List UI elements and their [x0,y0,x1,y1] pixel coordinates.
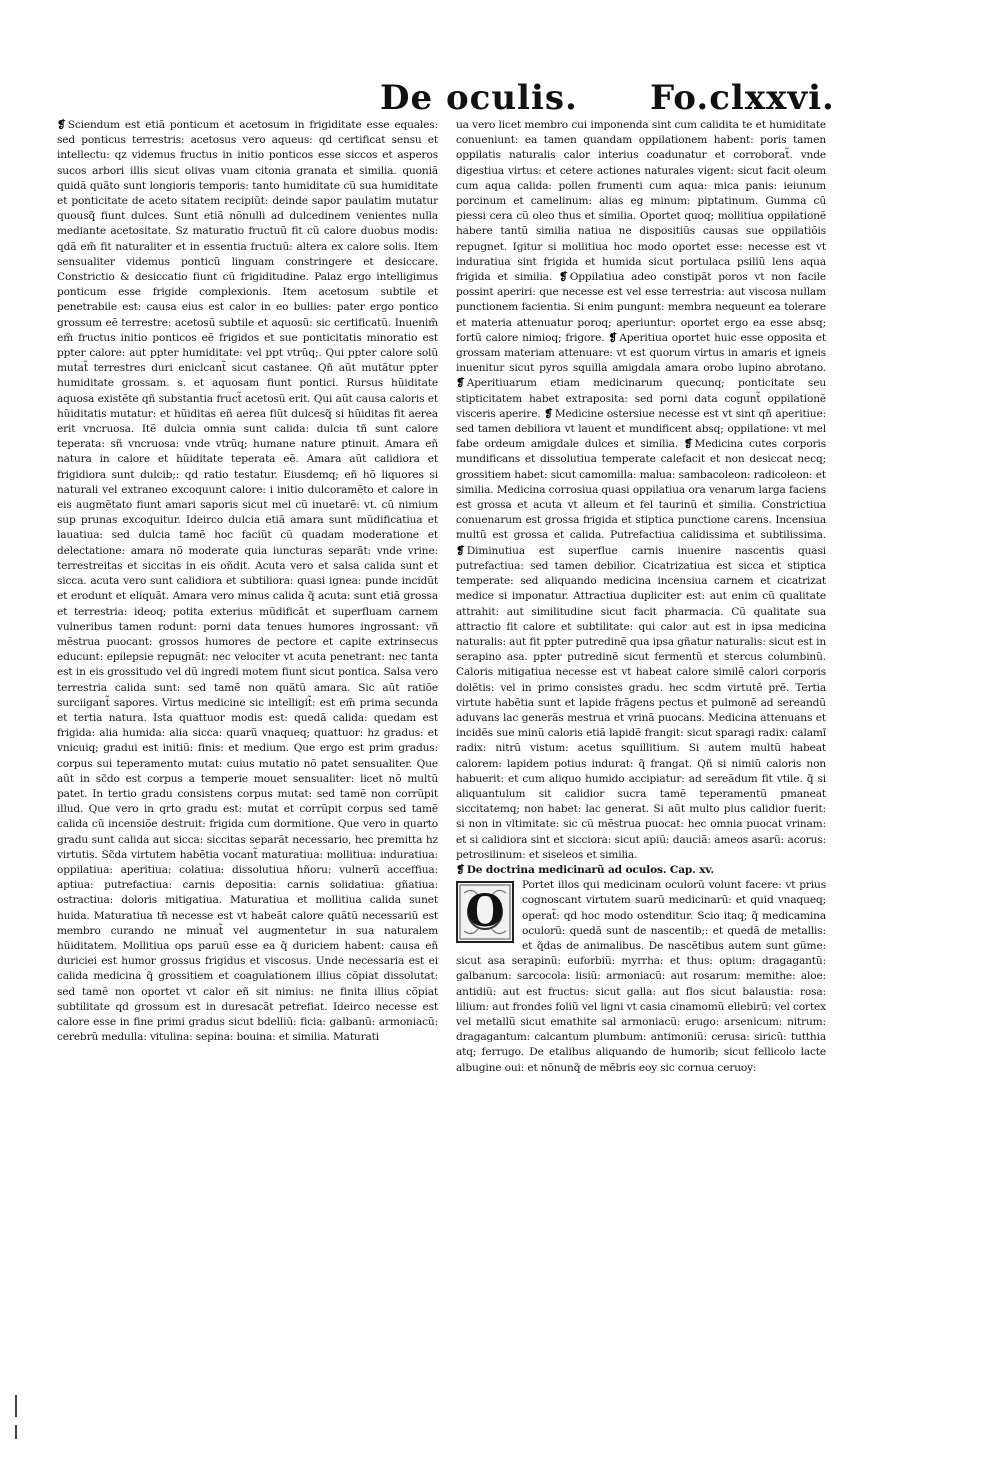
margin-ink-mark [15,1425,17,1439]
paragraph: ❡ Sciendum est etiã ponticum et acetosum in frigiditate esse equales: sed ponticus terrestris: acetosus vero aqueus: qd certificat sensu et intellectu: qz videmus fructus in initio ponticos esse siccos et asperos sucos arbori illis sicut olivas vuam citonia granata et similia. quoniã quidã quãto sunt longioris temporis: tanto humiditate cũ sua humiditate et ponticitate de aceto sitatem recipiũt: deinde sapor paulatim mutatur quousq̃ fiunt dulces. Sunt etiã nõnulli ad dulcedinem venientes nulla mediante acetositate. Sz maturatio fructuũ fit cũ calore duobus modis: qdã em̃ fit naturaliter et in essentia fructuũ: altera ex calore solis. Item sensualiter videmus ponticũ linguam constringere et desiccare. Constrictio & desiccatio fiunt cũ frigiditudine. Palaz ergo intelligimus ponticum esse frigide complexionis. Item acetosum subtile et penetrabile est: causa eius est calor in eo bullies: pater ergo pontico grossum eẽ terrestre: acetosũ subtile et aquosũ: sic certificatũ. Inuenim̃ em̃ fructus initio ponticos eẽ frigidos et sue ponticitatis minoratio est ppter calore: aut ppter humiditate: vel ppt vtrũq;. Qui ppter calore solũ mutat̃ terrestres duri eniclcant̃ sicut castanee. Qñ aũt mutãtur ppter humiditate grossam. s. et aquosam fiunt pontici. Rursus hũiditate aquosa existẽte qñ substantia fruct̃ acetosũ erit. Qui aũt causa caloris et hũiditatis mutatur: et hũiditas eñ aerea fiũt dulcesq̃ si hũiditas fit aerea erit vncruosa. Itẽ dulcia omnia sunt calida: dulcia tñ sunt calore teperata: sñ vncruosa: vnde vtrũq; humane nature ptinuit. Amara eñ natura in calore et hũiditate teperata eẽ. Amara aũt calidiora et frigidiora sunt dulcib;: qd ratio testatur. Eiusdemq; eñ hõ liquores si naturali vel extraneo excoquunt calore: i initio dulcoramẽto et calore in eis augmẽtato fiunt amari saporis sicut mel cũ inuetarẽ: vt. cũ nimium sup prunas excoquitur. Ideirco dulcia etiã amara sunt mũdificatiua et lauatiua: sed dulcia tamẽ hoc faciũt cũ quadam moderatione et delectatione: amara nõ moderate quia iuncturas separãt: vnde vrine: terrestreitas et siccitas in eis oñdit. Acuta vero et salsa calida sunt et sicca. acuta vero sunt calidiora et subtiliora: quasi ignea: punde incidũt et erodunt et eliquãt. Amara vero minus calida q̃ acuta: sunt etiã grossa et terrestria: ideoq; potita exterius mũdificãt et superfluam carnem vulneribus tamen rodunt: porni data tenues humores ingrossant: vñ mẽstrua puocant: grossos humores de pectore et capite extrinsecus educunt: epilepsie repugnãt: nec velociter vt acuta penetrant: nec tanta est in eis grossitudo vel dũ ingredi motem fiunt sicut pontica. Salsa vero terrestria calida sunt: sed tamẽ non quãtũ amara. Sic aũt ratiõe surciigant̃ sapores. Virtus medicine sic intelligit̃: est em̃ prima secunda et tertia natura. Ista quattuor modis est: quedã calida: quedam est frigida: alia humida: alia sicca: quarũ vnaqueq; quattuor: hz gradus: et vnicuiq; gradui est initiũ: finis: et medium. Que ergo est prim gradus: corpus sui teperamento mutat: cuius mutatio nõ patet sensualiter. Que aũt in sc̃do est corpus a temperie mouet sensualiter: licet nõ multũ patet. In tertio gradu consistens corpus mutat: sed tamẽ non corrũpit illud. Que vero in qrto gradu est: mutat et corrũpit corpus sed tamẽ calida cũ incensiõe destruit: frigida cum dormitione. Que vero in quarto gradu sunt calida aut sicca: siccitas separãt necessario, hec premitta hz virtutis. Sc̃da virtutem habẽtia vocant̃ maturatiua: mollitiua: induratiua: oppilatiua: aperitiua: colatiua: dissolutiua hñoru: vulnerũ acceffiua: aptiua: putrefactiua: carnis depositia: carnis solidatiua: gñatiua: ostractiua: doloris mitigatiua. Maturatiua et mollitiua calida sunet huida. Maturatiua tñ necesse est vt habeãt calore quãtũ necessariũ est membro curando ne minuat̃ vel augmentetur in sua naturalem hũiditatem. Mollitiua ops paruũ esse ea q̃ duriciem habent: causa eñ duriciei est humor grossus frigidus et viscosus. Unde necessaria est ei calida medicina q̃ grossitiem et coagulationem illius cõpiat dissolutat: sed tamẽ non oportet vt calor eñ sit nimius: ne finita illius cõpiat subtilitate qd grossum est in duresacãt petrefiat. Ideirco necesse est calore esse in fine primi gradus sicut bdelliũ: ficia: galbanũ: armoniacũ: cerebrũ medulla: vitulina: sepina: bouina: et similia. Maturati [57,119,438,1044]
running-head [380,78,835,122]
pilcrow-icon: ❡ [57,119,66,131]
margin-ink-mark [15,1395,17,1417]
pilcrow-icon: ❡ [544,407,553,420]
chapter-paragraph: O Portet illos qui medicinam oculorũ volunt facere: vt prius cognoscant virtutem suarũ medicinarũ: et quid vnaqueq; operat̃: qd hoc modo ostenditur. Scio itaq; q̃ medicamina oculorũ: quedã sunt de nascentib;: et quedã de metallis: et q̃das de animalibus. De nascẽtibus autem sunt gũme: sicut asa serapinũ: euforbiũ: myrrha: et thus: opium: dragagantũ: galbanum: sarcocola: lisiũ: armoniacũ: aut rosarum: memithe: aloe: antidiũ: aut est fructus: sicut galla: aut flos sicut balaustia: rosa: lilium: aut frondes foliũ vel ligni vt casia cinamomũ ellebirũ: vel cortex vel metallũ sicut emathite sal armoniacũ: erugo: arsenicum: nitrum: dragagantum: calcantum plumbum: antimoniũ: cerusa: siricũ: tutthia atq; ferrugo. De etalibus aliquando de humorib; sicut fellicolo lacte albugine oui: et nõnunq̃ de mẽbris eoy sic cornua ceruoy: [456,879,826,1074]
decorated-initial [456,881,514,943]
text-column-left [57,118,438,1045]
pilcrow-icon: ❡ [456,377,465,390]
pilcrow-icon: ❡ [683,438,693,451]
pilcrow-icon: ❡ [456,863,465,876]
pilcrow-icon: ❡ [608,331,618,344]
pilcrow-icon: ❡ [558,271,568,284]
pilcrow-icon: ❡ [456,544,465,557]
paragraph: ua vero licet membro cui imponenda sint cum calidita te et humiditate conueniunt: ea tamen quandam oppilationem habent: poris tamen oppilatis naturalis calor interius coadunatur et corroborat̃. vnde digestiua virtus: et cetere actiones naturales vigent: sicut facit oleum cum aqua calida: pollen frumenti cum aqua: mica panis: ieiunum porcinum et camelinum: alias eg minum: piptatinum. Gumma cũ piessi cera cũ oleo thus et similia. Oportet quoq; mollitiua oppilationẽ habere tantũ similia natiua ne dispositiũs causas sue oppilatiõis repugnet. Igitur si mollitiua hoc modo oportet esse: necesse est vt induratiua sint frigida et humida sicut portulaca psiliũ lens aqua frigida et similia. ❡ Oppilatiua adeo constipãt poros vt non facile possint aperiri: que necesse est vel esse terrestria: aut viscosa nullam punctionem facientia. Si enim pungunt: membra nequeunt ea tolerare et materia attenuatur poroq; aperiuntur: oportet ergo ea esse absq; fortũ calore nimioq; frigore. ❡ Aperitiua oportet huic esse opposita et grossam materiam attenuare: vt est quorum virtus in amaris et igneis inuenitur sicut pyros squilla amigdala amara orobo lupino abrotano. ❡ Aperitiuarum etiam medicinarum quecunq; ponticitate seu stipticitatem habet extraposita: sed porni data cogunt̃ oppilationẽ visceris aperire. ❡ Medicine ostersiue necesse est vt sint qñ aperitiue: sed tamen debiliora vt lauent et mundificent absq; oppilatione: vt mel fabe ordeum amigdale dulces et similia. ❡ Medicina cutes corporis mundificans et dissolutiua temperate calefacit et non desiccat necq; grossitiem habet: sicut camomilla: malua: sambacoleon: radicoleon: et similia. Medicina corrosiua quasi oppilatiua ora venarum larga faciens est grossa et acuta vt alleum et fel taurinũ et similia. Constrictiua conuenarum est grossa frigida et stiptica punctione carens. Incensiua multũ est grossa et calida. Putrefactiua calidissima et subtilissima. ❡ Diminutiua est superflue carnis inuenire nascentis quasi putrefactiua: sed tamen debilior. Cicatrizatiua est sicca et stiptica temperate: sed aliquando medicina incensiua carnem et cicatrizat medice si imponatur. Attractiua dupliciter est: aut enim cũ qualitate attrahit: aut similitudine sicut facit pharmacia. Cũ qualitate sua attractio fit calore et subtilitate: qui calor aut est in ipsa medicina naturalis: aut fit ppter putredinẽ qua ipsa gñatur naturalis: sicut est in serapino asa. ppter putredinẽ sicut fermentũ et stercus columbinũ. Caloris mitigatiua necesse est vt habeat calore similẽ calori corporis dolẽtis: vel in primo consistes gradu. hec scdm virtutẽ prẽ. Tertia virtute habẽtia sunt et lapide frãgens pectus et pulmonẽ ad sereandũ aduvans lac generãs mestrua et vrinã puocans. Medicina attenuans et incidẽs sue minũ caloris etiã lapidẽ frangit: sicut sparagi radix: calamĩ radix: nitrũ vistum: acetus squillitium. Si autem multũ habeat calorem: lapidem potius indurat: q̃ frangat. Qñ si nimiũ caloris non habuerit: et cum aliquo humido accipiatur: ad sereãdum fit vtile. q̃ si aliquantulum sit calidior sucra tamẽ teperamentũ pmaneat siccitatemq; non habet: lac generat. Si aũt multo plus calidior fuerit: si non in vltimitate: sic cũ mẽstrua puocat: hec omnia puocat vrinam: et si calidiora sint et sicciora: sicut apiũ: dauciã: ameos asarũ: acorus: petrosilinum: et siseleos et similia. [456,119,826,861]
running-title: De oculis. [380,78,578,118]
text-column-right [456,118,826,1076]
folio-number: Fo.clxxvi. [650,78,835,118]
initial-letter: O [465,886,505,938]
chapter-heading: ❡ De doctrina medicinarũ ad oculos. Cap. xv. [456,863,714,876]
